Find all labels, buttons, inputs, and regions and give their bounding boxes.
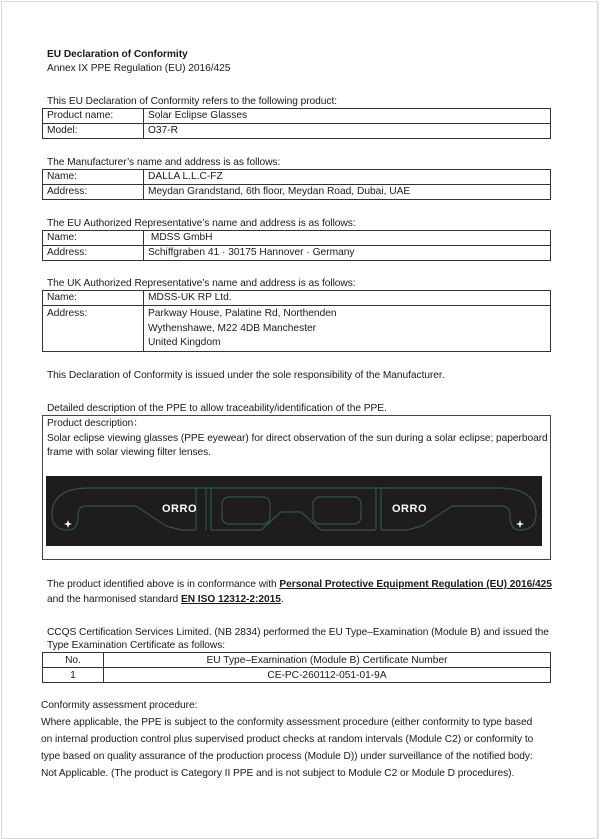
description-label: Product description： [47,418,144,429]
eu-rep-table [42,230,551,261]
conformance-suffix: . [280,594,284,605]
manufacturer-address-value: Meydan Grandstand, 6th floor, Meydan Road, Dubai, UAE [144,185,551,200]
conformance-text: The product identified above is in conformance with [47,579,280,590]
table-row [43,291,551,306]
uk-rep-address-value [144,306,551,352]
procedure-line-2: on internal production control plus supervised product checks at random intervals (Module C2) or conformity to [41,734,534,745]
cert-no: 1 [43,668,104,683]
ppe-regulation-link[interactable]: Personal Protective Equipment Regulation (EU) 2016/425 [279,579,552,590]
document-subtitle: Annex IX PPE Regulation (EU) 2016/425 [47,63,231,74]
document-page [1,1,598,839]
sparkle-icon [64,520,72,528]
manufacturer-table [42,169,551,200]
product-table [42,108,551,139]
glasses-outline-icon [46,476,542,546]
table-header-row [43,653,551,668]
procedure-title: Conformity assessment procedure: [41,700,198,711]
manufacturer-name-label: Name: [43,170,144,185]
procedure-line-1: Where applicable, the PPE is subject to the conformity assessment procedure (either conformity to type based [41,717,533,728]
procedure-line-3: type based on quality assurance of the production process (Module D)) under surveillance of the notified body: [41,751,533,762]
table-row [43,231,551,246]
responsibility-statement: This Declaration of Conformity is issued under the sole responsibility of the Manufacturer. [47,370,445,381]
table-row [43,668,551,683]
product-intro: This EU Declaration of Conformity refers to the following product: [47,96,337,107]
table-row [43,109,551,124]
sparkle-icon [516,520,524,528]
product-name-value: Solar Eclipse Glasses [144,109,551,124]
conformance-line-2 [47,593,284,606]
standard-link[interactable]: EN ISO 12312-2:2015 [180,594,281,605]
eu-rep-name-value: MDSS GmbH [144,231,551,246]
description-line-1: Solar eclipse viewing glasses (PPE eyewear) for direct observation of the sun during a solar eclipse; paperboard [47,433,548,444]
uk-rep-intro: The UK Authorized Representative’s name and address is as follows: [47,278,356,289]
uk-rep-address-line-2: Wythenshawe, M22 4DB Manchester [148,322,317,334]
table-row [43,306,551,352]
description-line-2: frame with solar viewing filter lenses. [47,447,211,458]
certification-line-1: CCQS Certification Services Limited. (NB 2834) performed the EU Type–Examination (Module B) and issued the [47,627,549,638]
uk-rep-address-line-3: United Kingdom [148,337,221,348]
description-intro: Detailed description of the PPE to allow traceability/identification of the PPE. [47,403,387,414]
brand-label-right: ORRO [392,503,427,515]
col-header-cert-number: EU Type–Examination (Module B) Certificate Number [104,653,551,668]
model-value: O37-R [144,124,551,139]
uk-rep-address-line-1: Parkway House, Palatine Rd, Northenden [148,308,337,319]
model-label: Model: [43,124,144,139]
manufacturer-address-label: Address: [43,185,144,200]
eu-rep-intro: The EU Authorized Representative’s name and address is as follows: [47,218,356,229]
eu-rep-address-value: Schiffgraben 41 · 30175 Hannover · Germany [144,246,551,261]
uk-rep-address-label: Address: [43,306,144,352]
eu-rep-address-label: Address: [43,246,144,261]
certificate-table [42,652,551,683]
manufacturer-name-value: DALLA L.L.C-FZ [144,170,551,185]
col-header-no: No. [43,653,104,668]
table-row [43,185,551,200]
conformance-text: and the harmonised standard [47,594,181,605]
product-name-label: Product name: [43,109,144,124]
cert-number: CE-PC-260112-051-01-9A [104,668,551,683]
table-row [43,124,551,139]
product-image-glasses [46,476,542,546]
conformance-line-1 [47,578,552,591]
uk-rep-table [42,290,551,352]
procedure-line-4: Not Applicable. (The product is Category II PPE and is not subject to Module C2 or Module D procedures). [41,768,515,779]
uk-rep-name-label: Name: [43,291,144,306]
brand-label-left: ORRO [162,503,197,515]
table-row [43,170,551,185]
manufacturer-intro: The Manufacturer’s name and address is as follows: [47,157,281,168]
document-title: EU Declaration of Conformity [47,49,188,60]
certification-line-2: Type Examination Certificate as follows: [47,640,226,651]
table-row [43,246,551,261]
uk-rep-name-value: MDSS-UK RP Ltd. [144,291,551,306]
eu-rep-name-label: Name: [43,231,144,246]
